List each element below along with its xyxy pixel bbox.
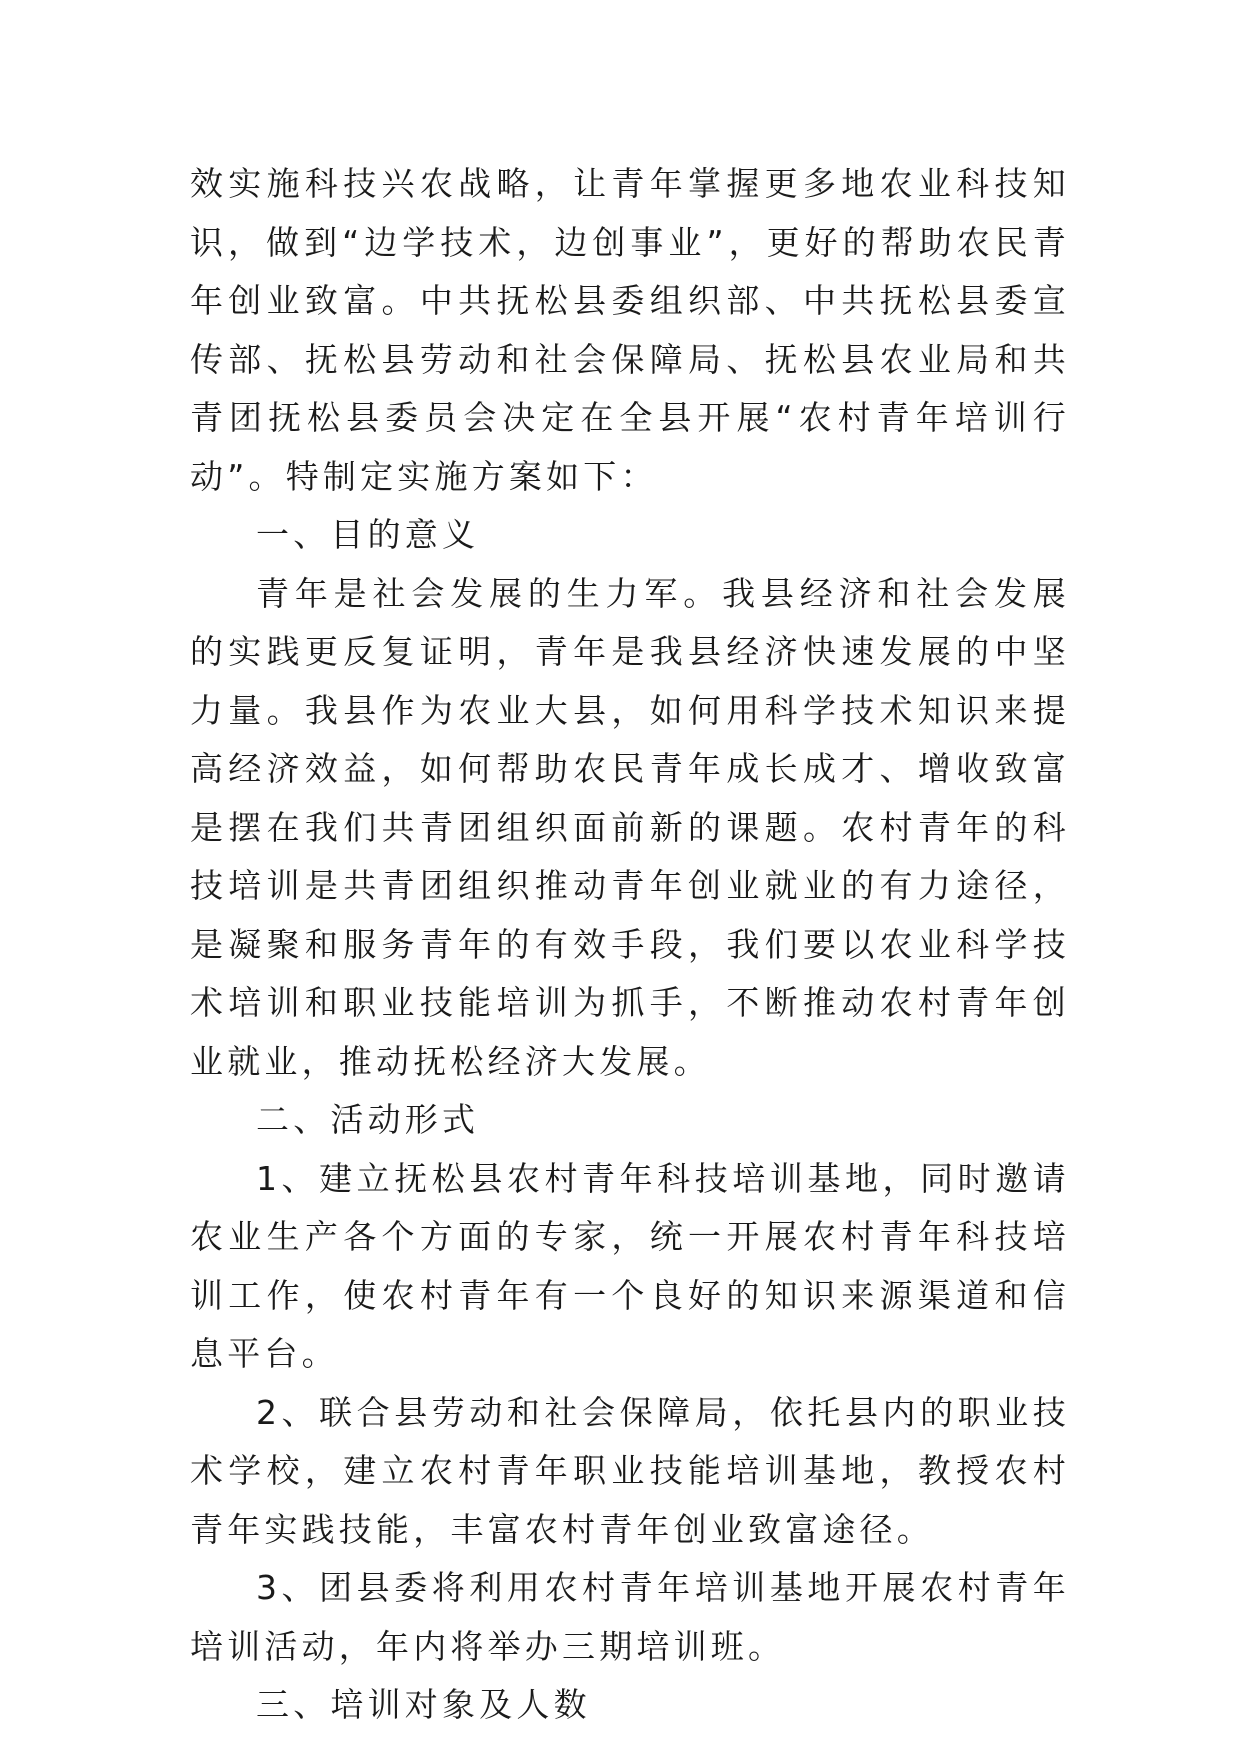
purpose-paragraph: 青年是社会发展的生力军。我县经济和社会发展的实践更反复证明，青年是我县经济快速发展的中坚力量。我县作为农业大县，如何用科学技术知识来提高经济效益，如何帮助农民青年成长成才、增收致富是摆在我们共青团组织面前新的课题。农村青年的科技培训是共青团组织推动青年创业就业的有力途径，是凝聚和服务青年的有效手段，我们要以农业科学技术培训和职业技能培训为抓手，不断推动农村青年创业就业，推动抚松经济大发展。 <box>190 573 1070 1081</box>
section-heading-training-targets: 三、培训对象及人数 <box>256 1685 591 1724</box>
activity-item-3: 3、团县委将利用农村青年培训基地开展农村青年培训活动，年内将举办三期培训班。 <box>190 1568 1070 1666</box>
section-heading-activity-form: 二、活动形式 <box>256 1100 480 1139</box>
section-heading-purpose: 一、目的意义 <box>256 515 480 554</box>
document-page <box>190 155 1070 1735</box>
activity-item-2: 2、联合县劳动和社会保障局，依托县内的职业技术学校，建立农村青年职业技能培训基地，教授农村青年实践技能，丰富农村青年创业致富途径。 <box>190 1392 1070 1549</box>
activity-item-1: 1、建立抚松县农村青年科技培训基地，同时邀请农业生产各个方面的专家，统一开展农村青年科技培训工作，使农村青年有一个良好的知识来源渠道和信息平台。 <box>190 1158 1070 1373</box>
intro-paragraph: 效实施科技兴农战略，让青年掌握更多地农业科技知识，做到“边学技术，边创事业”，更好的帮助农民青年创业致富。中共抚松县委组织部、中共抚松县委宣传部、抚松县劳动和社会保障局、抚松县农业局和共青团抚松县委员会决定在全县开展“农村青年培训行动”。特制定实施方案如下： <box>190 164 1070 496</box>
